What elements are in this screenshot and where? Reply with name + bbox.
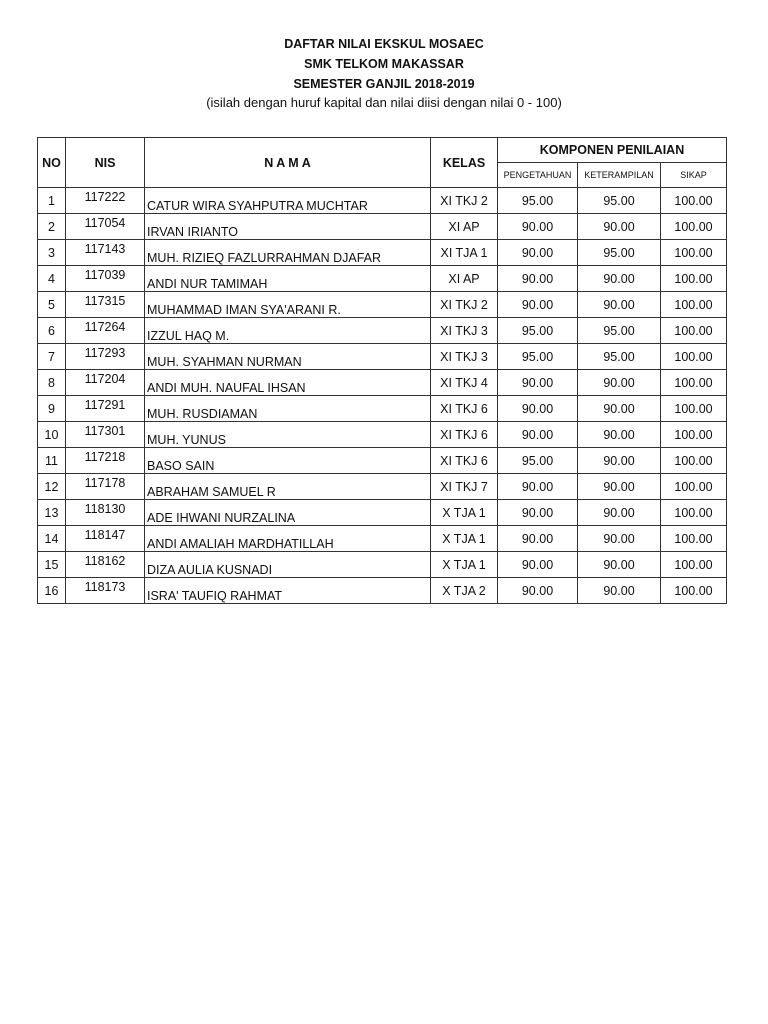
cell-nama: ANDI AMALIAH MARDHATILLAH: [145, 526, 431, 552]
cell-nis: 117301: [66, 422, 145, 448]
grades-table: [37, 137, 727, 604]
cell-keterampilan: 90.00: [578, 214, 661, 240]
cell-keterampilan: 95.00: [578, 188, 661, 214]
cell-nama: MUH. RIZIEQ FAZLURRAHMAN DJAFAR: [145, 240, 431, 266]
cell-nama: DIZA AULIA KUSNADI: [145, 552, 431, 578]
cell-nis: 118162: [66, 552, 145, 578]
cell-nis: 117039: [66, 266, 145, 292]
header-no: NO: [38, 138, 66, 188]
cell-nama: CATUR WIRA SYAHPUTRA MUCHTAR: [145, 188, 431, 214]
cell-no: 4: [38, 266, 66, 292]
cell-kelas: X TJA 2: [431, 578, 498, 604]
school-name: SMK TELKOM MAKASSAR: [304, 57, 464, 71]
cell-keterampilan: 90.00: [578, 578, 661, 604]
cell-nama: BASO SAIN: [145, 448, 431, 474]
table-row: [38, 578, 727, 604]
cell-sikap: 100.00: [661, 344, 727, 370]
cell-nis: 118173: [66, 578, 145, 604]
cell-pengetahuan: 90.00: [498, 266, 578, 292]
cell-keterampilan: 90.00: [578, 552, 661, 578]
cell-keterampilan: 90.00: [578, 526, 661, 552]
cell-pengetahuan: 90.00: [498, 422, 578, 448]
cell-pengetahuan: 90.00: [498, 214, 578, 240]
cell-keterampilan: 90.00: [578, 266, 661, 292]
cell-no: 2: [38, 214, 66, 240]
header-pengetahuan: PENGETAHUAN: [498, 163, 578, 188]
cell-nis: 117291: [66, 396, 145, 422]
table-row: [38, 370, 727, 396]
cell-no: 12: [38, 474, 66, 500]
cell-keterampilan: 90.00: [578, 448, 661, 474]
cell-kelas: XI TKJ 3: [431, 318, 498, 344]
cell-nis: 117315: [66, 292, 145, 318]
table-row: [38, 474, 727, 500]
cell-kelas: X TJA 1: [431, 500, 498, 526]
cell-sikap: 100.00: [661, 214, 727, 240]
cell-sikap: 100.00: [661, 526, 727, 552]
cell-nama: IRVAN IRIANTO: [145, 214, 431, 240]
cell-kelas: XI TKJ 2: [431, 292, 498, 318]
cell-no: 6: [38, 318, 66, 344]
cell-sikap: 100.00: [661, 578, 727, 604]
header-kelas: KELAS: [431, 138, 498, 188]
table-row: [38, 526, 727, 552]
cell-nis: 117178: [66, 474, 145, 500]
table-body: [38, 188, 727, 604]
cell-pengetahuan: 95.00: [498, 448, 578, 474]
table-row: [38, 500, 727, 526]
cell-keterampilan: 90.00: [578, 370, 661, 396]
document-header: [0, 34, 768, 111]
cell-nis: 117204: [66, 370, 145, 396]
cell-nama: IZZUL HAQ M.: [145, 318, 431, 344]
table-row: [38, 188, 727, 214]
cell-kelas: XI AP: [431, 266, 498, 292]
cell-sikap: 100.00: [661, 318, 727, 344]
cell-nis: 117222: [66, 188, 145, 214]
cell-sikap: 100.00: [661, 188, 727, 214]
cell-nis: 117054: [66, 214, 145, 240]
cell-nama: MUH. RUSDIAMAN: [145, 396, 431, 422]
document-title: DAFTAR NILAI EKSKUL MOSAEC: [284, 37, 484, 51]
cell-no: 13: [38, 500, 66, 526]
cell-nis: 117143: [66, 240, 145, 266]
cell-keterampilan: 90.00: [578, 474, 661, 500]
cell-keterampilan: 95.00: [578, 240, 661, 266]
cell-sikap: 100.00: [661, 552, 727, 578]
table-row: [38, 292, 727, 318]
cell-pengetahuan: 90.00: [498, 578, 578, 604]
header-nis: NIS: [66, 138, 145, 188]
header-nama: N A M A: [145, 138, 431, 188]
table-row: [38, 396, 727, 422]
cell-sikap: 100.00: [661, 240, 727, 266]
cell-nama: ADE IHWANI NURZALINA: [145, 500, 431, 526]
cell-kelas: XI TJA 1: [431, 240, 498, 266]
cell-nama: MUHAMMAD IMAN SYA'ARANI R.: [145, 292, 431, 318]
cell-kelas: XI AP: [431, 214, 498, 240]
cell-keterampilan: 95.00: [578, 344, 661, 370]
cell-no: 11: [38, 448, 66, 474]
cell-sikap: 100.00: [661, 292, 727, 318]
cell-no: 7: [38, 344, 66, 370]
cell-pengetahuan: 90.00: [498, 500, 578, 526]
cell-pengetahuan: 95.00: [498, 188, 578, 214]
cell-pengetahuan: 95.00: [498, 318, 578, 344]
cell-nis: 117264: [66, 318, 145, 344]
cell-pengetahuan: 90.00: [498, 474, 578, 500]
cell-no: 5: [38, 292, 66, 318]
cell-nama: MUH. YUNUS: [145, 422, 431, 448]
cell-sikap: 100.00: [661, 396, 727, 422]
cell-keterampilan: 90.00: [578, 500, 661, 526]
cell-nama: ANDI MUH. NAUFAL IHSAN: [145, 370, 431, 396]
cell-no: 16: [38, 578, 66, 604]
cell-no: 8: [38, 370, 66, 396]
cell-sikap: 100.00: [661, 266, 727, 292]
instruction-note: (isilah dengan huruf kapital dan nilai diisi dengan nilai 0 - 100): [206, 95, 562, 110]
cell-no: 15: [38, 552, 66, 578]
cell-pengetahuan: 95.00: [498, 344, 578, 370]
cell-nama: ISRA' TAUFIQ RAHMAT: [145, 578, 431, 604]
cell-nis: 117218: [66, 448, 145, 474]
table-row: [38, 448, 727, 474]
cell-no: 3: [38, 240, 66, 266]
semester-label: SEMESTER GANJIL 2018-2019: [293, 77, 475, 91]
cell-pengetahuan: 90.00: [498, 396, 578, 422]
cell-nis: 118147: [66, 526, 145, 552]
cell-no: 14: [38, 526, 66, 552]
cell-no: 9: [38, 396, 66, 422]
cell-keterampilan: 90.00: [578, 422, 661, 448]
cell-kelas: XI TKJ 7: [431, 474, 498, 500]
header-keterampilan: KETERAMPILAN: [578, 163, 661, 188]
cell-kelas: XI TKJ 6: [431, 422, 498, 448]
cell-sikap: 100.00: [661, 422, 727, 448]
cell-kelas: XI TKJ 2: [431, 188, 498, 214]
table-row: [38, 214, 727, 240]
header-komponen-penilaian: KOMPONEN PENILAIAN: [498, 138, 727, 163]
cell-kelas: X TJA 1: [431, 526, 498, 552]
cell-nis: 117293: [66, 344, 145, 370]
cell-pengetahuan: 90.00: [498, 292, 578, 318]
cell-sikap: 100.00: [661, 370, 727, 396]
table-row: [38, 422, 727, 448]
cell-kelas: XI TKJ 6: [431, 396, 498, 422]
cell-pengetahuan: 90.00: [498, 552, 578, 578]
cell-nama: ANDI NUR TAMIMAH: [145, 266, 431, 292]
cell-pengetahuan: 90.00: [498, 240, 578, 266]
table-row: [38, 318, 727, 344]
cell-no: 1: [38, 188, 66, 214]
cell-keterampilan: 90.00: [578, 292, 661, 318]
cell-no: 10: [38, 422, 66, 448]
cell-kelas: XI TKJ 6: [431, 448, 498, 474]
cell-kelas: X TJA 1: [431, 552, 498, 578]
cell-sikap: 100.00: [661, 474, 727, 500]
cell-kelas: XI TKJ 4: [431, 370, 498, 396]
cell-nis: 118130: [66, 500, 145, 526]
table-row: [38, 552, 727, 578]
header-sikap: SIKAP: [661, 163, 727, 188]
cell-sikap: 100.00: [661, 500, 727, 526]
cell-pengetahuan: 90.00: [498, 526, 578, 552]
cell-sikap: 100.00: [661, 448, 727, 474]
table-row: [38, 344, 727, 370]
cell-keterampilan: 90.00: [578, 396, 661, 422]
cell-keterampilan: 95.00: [578, 318, 661, 344]
cell-nama: MUH. SYAHMAN NURMAN: [145, 344, 431, 370]
cell-pengetahuan: 90.00: [498, 370, 578, 396]
table-row: [38, 266, 727, 292]
cell-nama: ABRAHAM SAMUEL R: [145, 474, 431, 500]
table-row: [38, 240, 727, 266]
cell-kelas: XI TKJ 3: [431, 344, 498, 370]
